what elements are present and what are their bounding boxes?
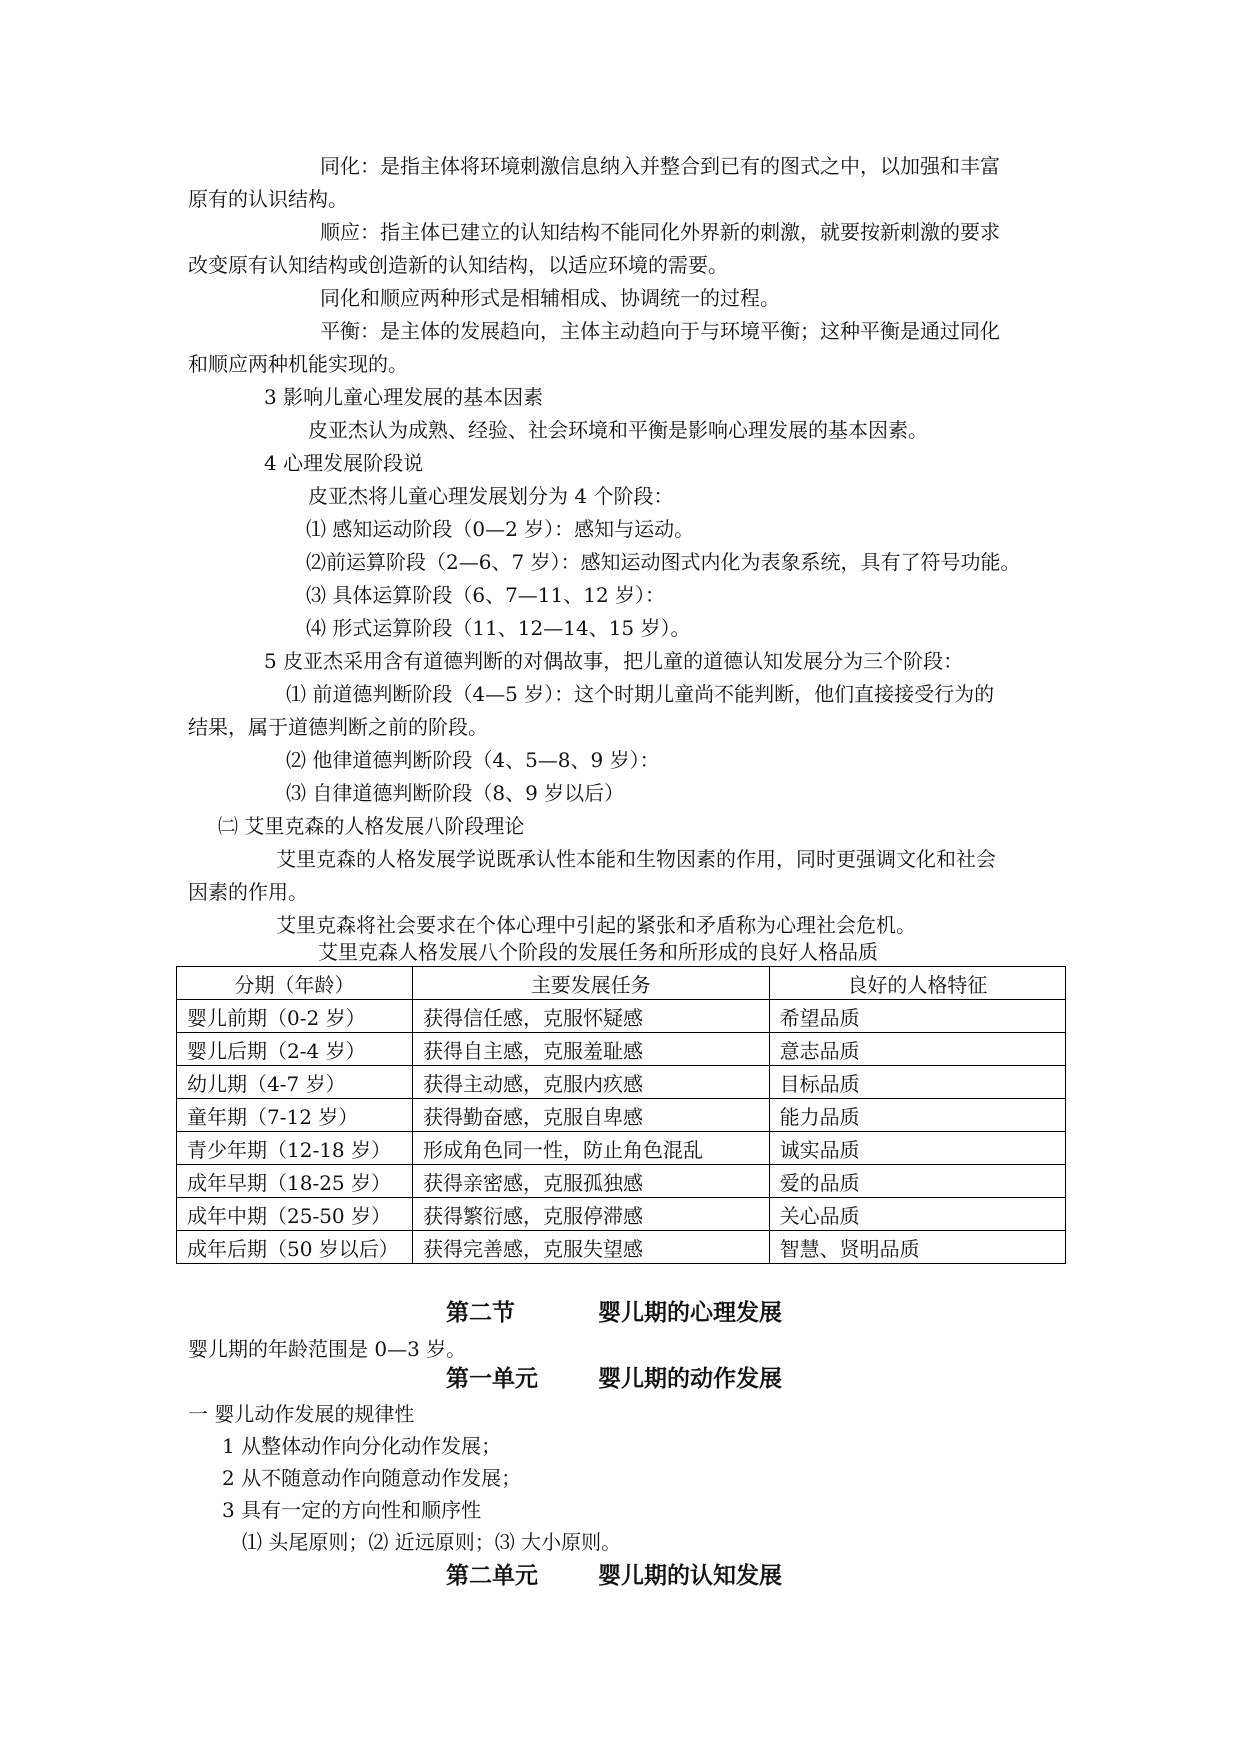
unit-heading-number: 第二单元 [446, 1562, 538, 1589]
table-row [177, 1132, 1066, 1165]
table-cell: 获得勤奋感，克服自卑感 [412, 1099, 769, 1132]
text-line: 艾里克森将社会要求在个体心理中引起的紧张和矛盾称为心理社会危机。 [276, 913, 916, 937]
table-caption: 艾里克森人格发展八个阶段的发展任务和所形成的良好人格品质 [318, 940, 878, 964]
table-cell: 希望品质 [769, 1000, 1065, 1033]
section-heading-title: 婴儿期的心理发展 [598, 1299, 782, 1326]
table-cell: 获得亲密感，克服孤独感 [412, 1165, 769, 1198]
list-item: ⑵ 他律道德判断阶段（4、5—8、9 岁）： [286, 748, 660, 772]
table-cell: 获得自主感，克服羞耻感 [412, 1033, 769, 1066]
list-item: ⑵前运算阶段（2—6、7 岁）：感知运动图式内化为表象系统，具有了符号功能。 [306, 550, 1021, 574]
text-line: 皮亚杰将儿童心理发展划分为 4 个阶段： [308, 484, 674, 508]
text-line: 同化和顺应两种形式是相辅相成、协调统一的过程。 [320, 286, 780, 310]
text-line: 结果，属于道德判断之前的阶段。 [188, 715, 488, 739]
section-heading-number: 第二节 [446, 1299, 515, 1326]
unit-heading-number: 第一单元 [446, 1365, 538, 1392]
table-row [177, 1033, 1066, 1066]
list-item: ⑷ 形式运算阶段（11、12—14、15 岁）。 [306, 616, 691, 640]
table-cell: 获得信任感，克服怀疑感 [412, 1000, 769, 1033]
table-cell: 关心品质 [769, 1198, 1065, 1231]
table-row [177, 1000, 1066, 1033]
subheading: 一 婴儿动作发展的规律性 [188, 1402, 415, 1426]
table-cell: 成年早期（18-25 岁） [177, 1165, 413, 1198]
table-cell: 获得繁衍感，克服停滞感 [412, 1198, 769, 1231]
column-header: 主要发展任务 [412, 967, 769, 1000]
column-header: 分期（年龄） [177, 967, 413, 1000]
text-line: 原有的认识结构。 [188, 187, 348, 211]
list-item: ⑶ 具体运算阶段（6、7—11、12 岁）： [306, 583, 666, 607]
list-item: ⑴ 头尾原则；⑵ 近远原则；⑶ 大小原则。 [242, 1530, 622, 1554]
table-cell: 青少年期（12-18 岁） [177, 1132, 413, 1165]
list-item: 3 具有一定的方向性和顺序性 [222, 1498, 482, 1522]
table-cell: 童年期（7-12 岁） [177, 1099, 413, 1132]
table-cell: 能力品质 [769, 1099, 1065, 1132]
table-row [177, 1099, 1066, 1132]
column-header: 良好的人格特征 [769, 967, 1065, 1000]
subheading: 3 影响儿童心理发展的基本因素 [264, 385, 544, 409]
table-cell: 意志品质 [769, 1033, 1065, 1066]
table-cell: 形成角色同一性，防止角色混乱 [412, 1132, 769, 1165]
table-cell: 成年中期（25-50 岁） [177, 1198, 413, 1231]
text-line: 和顺应两种机能实现的。 [188, 352, 408, 376]
table-header-row [177, 967, 1066, 1000]
unit-heading-title: 婴儿期的动作发展 [598, 1365, 782, 1392]
table-cell: 爱的品质 [769, 1165, 1065, 1198]
unit-heading-title: 婴儿期的认知发展 [598, 1562, 782, 1589]
text-line: 改变原有认知结构或创造新的认知结构，以适应环境的需要。 [188, 253, 728, 277]
table-row [177, 1231, 1066, 1264]
text-line: 皮亚杰认为成熟、经验、社会环境和平衡是影响心理发展的基本因素。 [308, 418, 928, 442]
text-line: 同化：是指主体将环境刺激信息纳入并整合到已有的图式之中，以加强和丰富 [320, 154, 1000, 178]
list-item: ⑴ 感知运动阶段（0—2 岁）：感知与运动。 [306, 517, 695, 541]
table-cell: 成年后期（50 岁以后） [177, 1231, 413, 1264]
table-cell: 目标品质 [769, 1066, 1065, 1099]
table-cell: 婴儿前期（0-2 岁） [177, 1000, 413, 1033]
table-row [177, 1165, 1066, 1198]
table-cell: 获得主动感，克服内疚感 [412, 1066, 769, 1099]
table-row [177, 1066, 1066, 1099]
table-cell: 幼儿期（4-7 岁） [177, 1066, 413, 1099]
list-item: 1 从整体动作向分化动作发展； [222, 1434, 502, 1458]
personality-stages-table [176, 966, 1066, 1264]
table-cell: 诚实品质 [769, 1132, 1065, 1165]
text-line: 艾里克森的人格发展学说既承认性本能和生物因素的作用，同时更强调文化和社会 [276, 847, 996, 871]
text-line: 平衡：是主体的发展趋向，主体主动趋向于与环境平衡；这种平衡是通过同化 [320, 319, 1000, 343]
subheading: ㈡ 艾里克森的人格发展八阶段理论 [218, 814, 525, 838]
list-item: 2 从不随意动作向随意动作发展； [222, 1466, 522, 1490]
table-cell: 智慧、贤明品质 [769, 1231, 1065, 1264]
subheading: 5 皮亚杰采用含有道德判断的对偶故事，把儿童的道德认知发展分为三个阶段： [264, 649, 964, 673]
text-line: 因素的作用。 [188, 880, 308, 904]
list-item: ⑴ 前道德判断阶段（4—5 岁）：这个时期儿童尚不能判断，他们直接接受行为的 [286, 682, 995, 706]
subheading: 4 心理发展阶段说 [264, 451, 424, 475]
list-item: ⑶ 自律道德判断阶段（8、9 岁以后） [286, 781, 625, 805]
text-line: 婴儿期的年龄范围是 0—3 岁。 [188, 1337, 467, 1361]
text-line: 顺应：指主体已建立的认知结构不能同化外界新的刺激，就要按新刺激的要求 [320, 220, 1000, 244]
table-row [177, 1198, 1066, 1231]
table-cell: 婴儿后期（2-4 岁） [177, 1033, 413, 1066]
table-cell: 获得完善感，克服失望感 [412, 1231, 769, 1264]
